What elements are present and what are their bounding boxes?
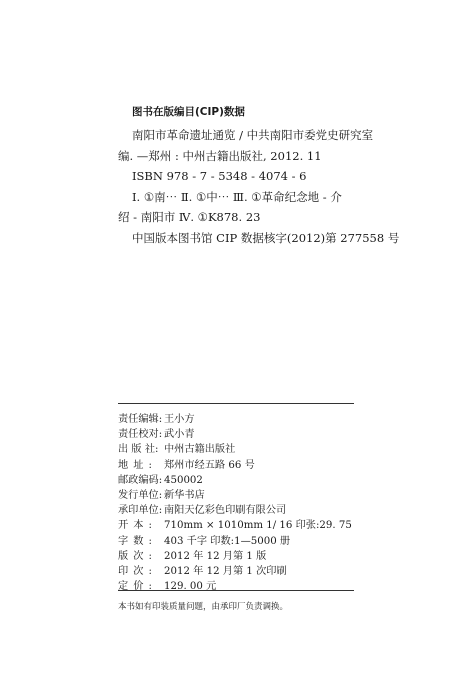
credit-value: 南阳天亿彩色印刷有限公司	[164, 505, 287, 517]
cip-line: ISBN 978 - 7 - 5348 - 4074 - 6	[132, 169, 307, 184]
cip-block	[118, 104, 418, 249]
credit-row	[118, 534, 418, 549]
credit-value: 中州古籍出版社	[164, 444, 236, 456]
credit-row	[118, 488, 418, 503]
credit-row	[118, 518, 418, 533]
cip-heading: 图书在版编目(CIP)数据	[132, 106, 245, 118]
credit-label: 邮政编码:	[118, 474, 163, 486]
credit-label: 印次:	[118, 566, 152, 578]
divider-bottom	[118, 590, 354, 591]
credit-value: 新华书店	[164, 490, 205, 502]
credit-row	[118, 579, 418, 594]
credit-label: 开本:	[118, 520, 152, 532]
credit-value: 郑州市经五路 66 号	[164, 459, 255, 471]
credit-row	[118, 412, 418, 427]
credit-row	[118, 427, 418, 442]
credit-value: 王小方	[164, 414, 195, 425]
cip-line: Ⅰ. ①南⋯ Ⅱ. ①中⋯ Ⅲ. ①革命纪念地 - 介	[132, 189, 342, 204]
cip-line: 绍 - 南阳市 Ⅳ. ①K878. 23	[118, 210, 261, 225]
credit-value: 710mm × 1010mm 1/ 16 印张:29. 75	[164, 520, 352, 532]
credit-label: 责任校对:	[118, 429, 163, 441]
credit-row	[118, 564, 418, 579]
credit-value: 450002	[164, 474, 203, 486]
credit-value: 2012 年 12 月第 1 次印刷	[164, 566, 287, 578]
credit-label: 版次:	[118, 550, 152, 562]
quality-notice: 本书如有印装质量问题，由承印厂负责调换。	[118, 602, 289, 612]
cip-line: 南阳市革命遗址通览 / 中共南阳市委党史研究室	[132, 128, 374, 142]
credit-label: 责任编辑:	[118, 414, 163, 425]
cip-line: 编. —郑州 : 中州古籍出版社, 2012. 11	[118, 148, 322, 163]
credit-label: 地址:	[118, 459, 152, 471]
cip-line: 中国版本图书馆 CIP 数据核字(2012)第 277558 号	[132, 230, 400, 245]
credit-label: 承印单位:	[118, 505, 163, 517]
credit-row	[118, 549, 418, 564]
credit-row	[118, 503, 418, 518]
credit-value: 2012 年 12 月第 1 版	[164, 550, 267, 562]
credit-label: 定价:	[118, 581, 152, 593]
credit-row	[118, 458, 418, 473]
divider-top	[118, 403, 354, 404]
credit-label: 发行单位:	[118, 490, 163, 502]
credit-label: 字数:	[118, 535, 152, 547]
credit-value: 129. 00 元	[164, 581, 217, 593]
credit-value: 武小青	[164, 429, 195, 441]
credit-label: 出 版 社:	[118, 444, 159, 456]
credit-value: 403 千字 印数:1—5000 册	[164, 535, 291, 547]
credit-row	[118, 473, 418, 488]
publication-credits	[118, 412, 418, 594]
credit-row	[118, 442, 418, 457]
